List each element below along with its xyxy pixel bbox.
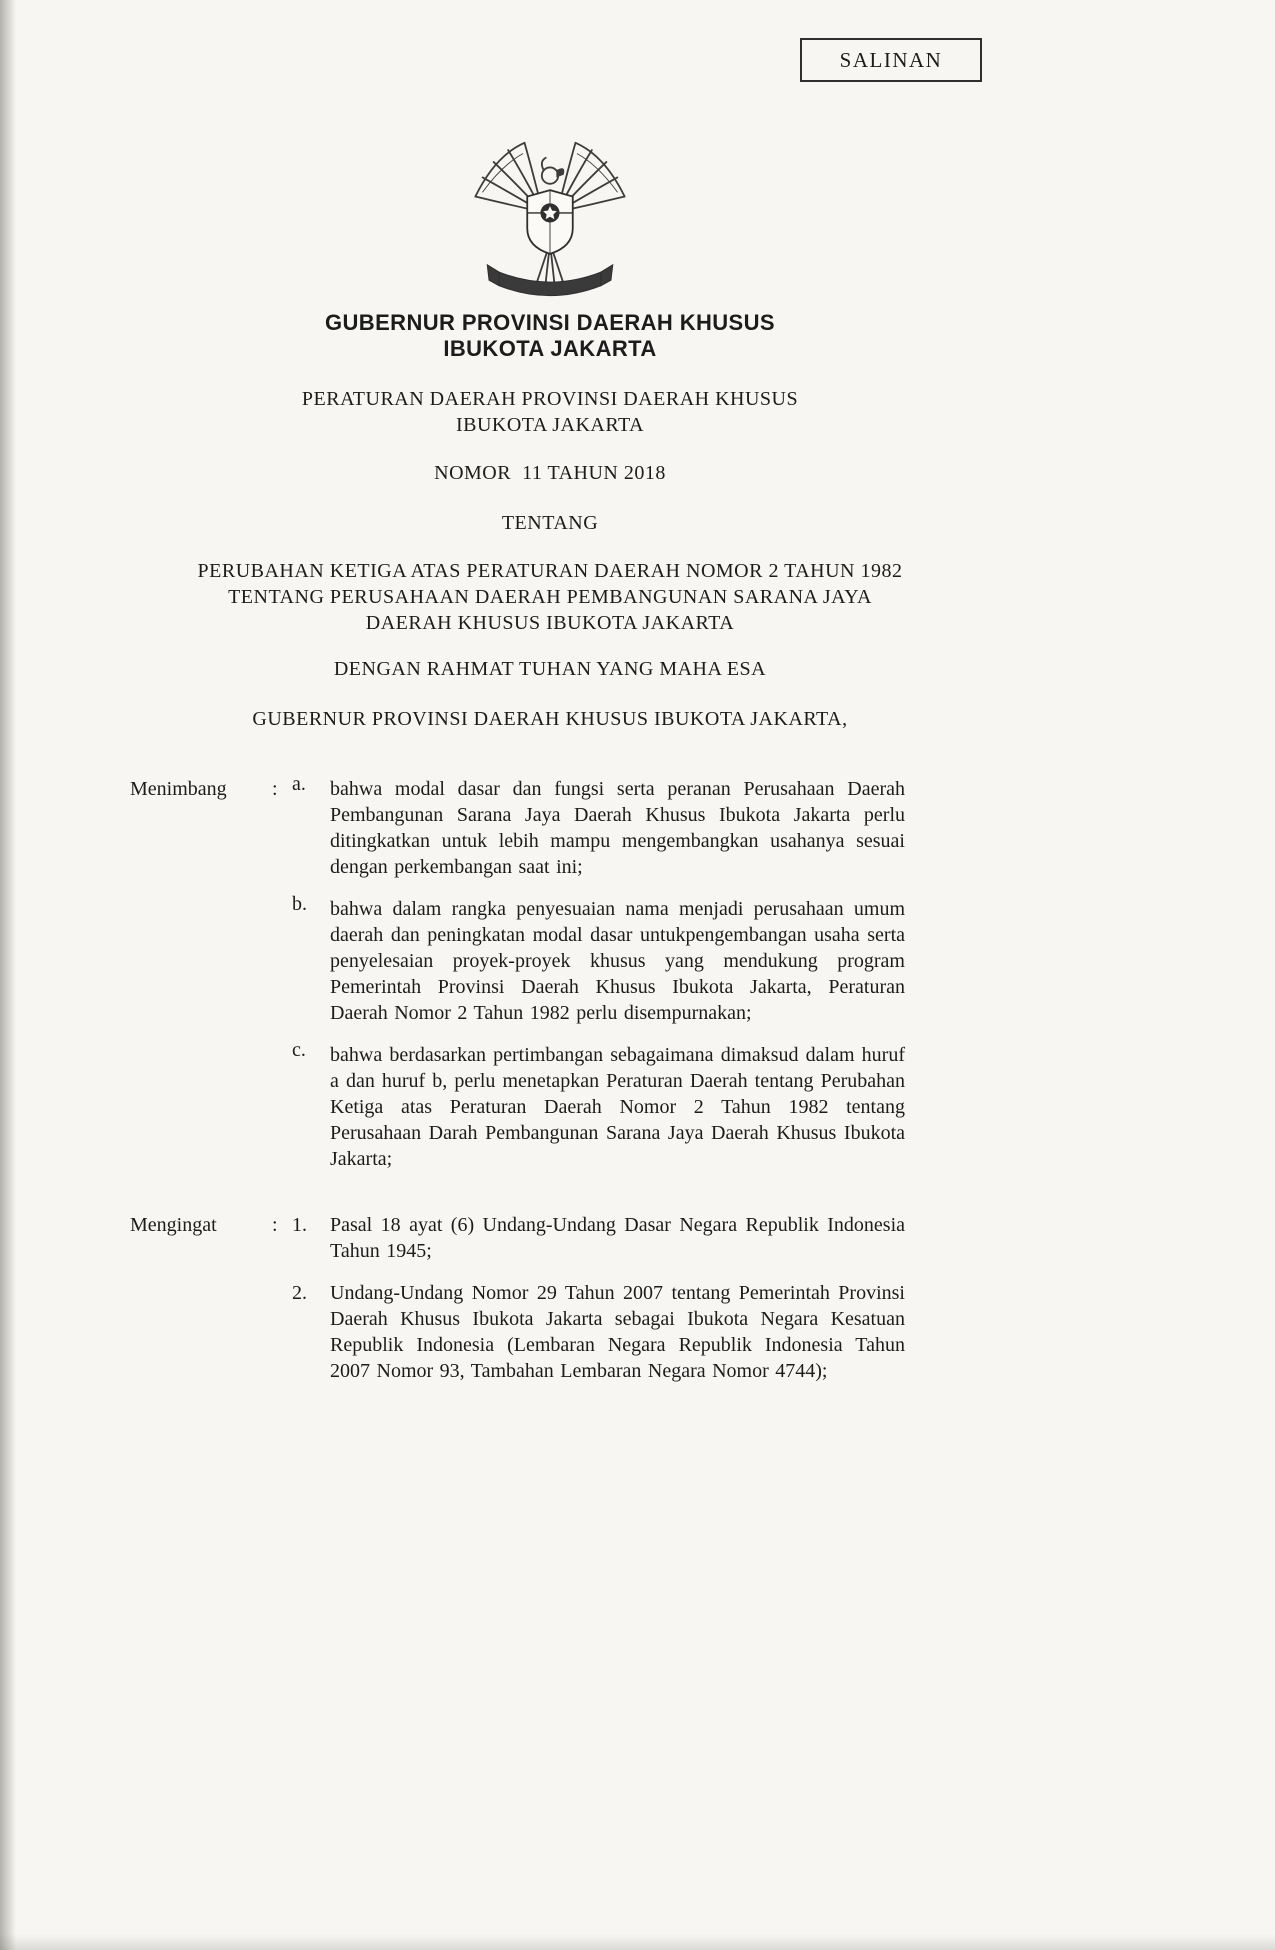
authority-line: GUBERNUR PROVINSI DAERAH KHUSUS IBUKOTA JAKARTA,	[252, 708, 848, 730]
subject-line-3: DAERAH KHUSUS IBUKOTA JAKARTA	[365, 612, 735, 634]
institution-line-2: IBUKOTA JAKARTA	[443, 336, 657, 361]
menimbang-item-c	[130, 1039, 970, 1172]
menimbang-label: Menimbang	[130, 778, 227, 800]
doc-type-heading	[130, 386, 970, 438]
mengingat-item-1	[130, 1212, 970, 1264]
item-text: Undang-Undang Nomor 29 Tahun 2007 tentang Pemerintah Provinsi Daerah Khusus Ibukota Jakarta sebagai Ibukota Negara Kesatuan Republik Indonesia (Lembaran Negara Republik Indonesia Tahun 2007 Nomor 93, Tambahan Lembaran Negara Nomor 4744);	[330, 1282, 905, 1382]
item-text: bahwa modal dasar dan fungsi serta peranan Perusahaan Daerah Pembangunan Sarana Jaya Daerah Khusus Ibukota Jakarta perlu ditingkatkan untuk lebih mampu mengembangkan usahanya sesuai dengan perkembangan saat ini;	[330, 778, 905, 878]
subject-heading	[130, 558, 970, 636]
menimbang-colon: :	[272, 778, 278, 800]
garuda-pancasila-icon	[468, 121, 632, 303]
item-marker: c.	[292, 1039, 306, 1061]
menimbang-item-a	[130, 773, 970, 880]
invocation-line: DENGAN RAHMAT TUHAN YANG MAHA ESA	[333, 658, 767, 680]
subject-line-1: PERUBAHAN KETIGA ATAS PERATURAN DAERAH NOMOR 2 TAHUN 1982	[197, 560, 903, 582]
about-label: TENTANG	[501, 512, 599, 534]
menimbang-item-b	[130, 893, 970, 1026]
item-marker: b.	[292, 893, 307, 915]
item-text: bahwa berdasarkan pertimbangan sebagaimana dimaksud dalam huruf a dan huruf b, perlu menetapkan Peraturan Daerah tentang Perubahan Ketiga atas Peraturan Daerah Nomor 2 Tahun 1982 tentang Perusahaan Darah Pembangunan Sarana Jaya Daerah Khusus Ibukota Jakarta;	[330, 1044, 905, 1170]
regulation-number: NOMOR 11 TAHUN 2018	[434, 462, 666, 484]
mengingat-label: Mengingat	[130, 1214, 217, 1236]
mengingat-item-2	[130, 1280, 970, 1384]
item-marker: 1.	[292, 1214, 307, 1236]
mengingat-section	[130, 1212, 970, 1384]
item-text: Pasal 18 ayat (6) Undang-Undang Dasar Negara Republik Indonesia Tahun 1945;	[330, 1214, 905, 1262]
item-text: bahwa dalam rangka penyesuaian nama menjadi perusahaan umum daerah dan peningkatan modal dasar untukpengembangan usaha serta penyelesaian proyek-proyek khusus yang mendukung program Pemerintah Provinsi Daerah Khusus Ibukota Jakarta, Peraturan Daerah Nomor 2 Tahun 1982 perlu disempurnakan;	[330, 898, 905, 1024]
garuda-banner	[487, 265, 613, 296]
garuda-head	[542, 157, 564, 183]
mengingat-colon: :	[272, 1214, 278, 1236]
salinan-stamp-label: SALINAN	[839, 47, 943, 72]
document-content	[130, 310, 970, 1400]
garuda-pancasila-emblem	[468, 126, 632, 298]
institution-heading	[130, 310, 970, 362]
subject-line-2: TENTANG PERUSAHAAN DAERAH PEMBANGUNAN SARANA JAYA	[228, 586, 872, 608]
garuda-shield	[527, 190, 573, 254]
item-marker: 2.	[292, 1282, 307, 1304]
item-marker: a.	[292, 773, 306, 795]
salinan-stamp	[800, 38, 982, 82]
doc-type-line-1: PERATURAN DAERAH PROVINSI DAERAH KHUSUS	[301, 388, 799, 410]
institution-line-1: GUBERNUR PROVINSI DAERAH KHUSUS	[325, 310, 775, 335]
doc-type-line-2: IBUKOTA JAKARTA	[455, 414, 645, 436]
menimbang-section	[130, 773, 970, 1172]
